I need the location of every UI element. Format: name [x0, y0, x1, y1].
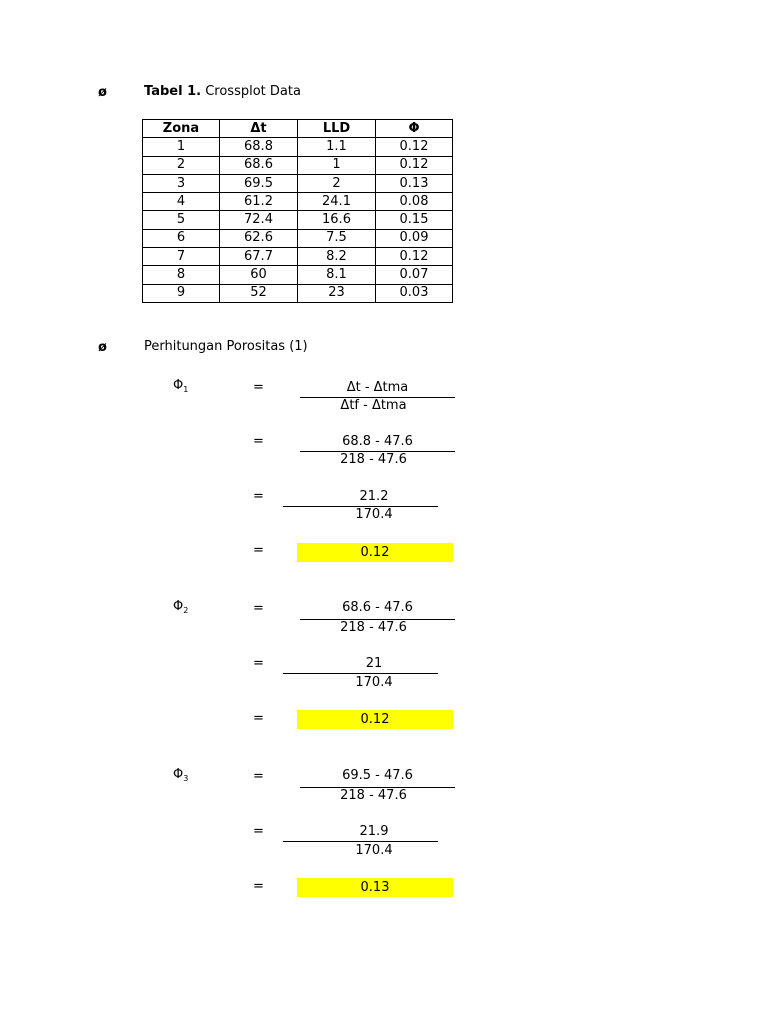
- table-cell: 1: [143, 138, 220, 156]
- table-cell: 2: [143, 156, 220, 174]
- table-cell: 69.5: [220, 174, 298, 192]
- substituted-denominator: 218 - 47.6: [340, 452, 407, 467]
- column-header-zona: Zona: [143, 120, 220, 138]
- table-cell: 62.6: [220, 229, 298, 247]
- table-cell: 6: [143, 229, 220, 247]
- equals-sign: =: [253, 824, 264, 839]
- table-cell: 52: [220, 284, 298, 302]
- reduced-numerator: 21.2: [359, 489, 389, 504]
- equals-sign: =: [253, 656, 264, 671]
- table-cell: 0.09: [376, 229, 453, 247]
- equals-sign: =: [253, 380, 264, 395]
- table-cell: 68.6: [220, 156, 298, 174]
- table-cell: 0.12: [376, 248, 453, 266]
- table-cell: 1.1: [298, 138, 376, 156]
- table-cell: 61.2: [220, 193, 298, 211]
- table-cell: 16.6: [298, 211, 376, 229]
- reduced-denominator: 170.4: [355, 843, 393, 858]
- substituted-numerator: 68.6 - 47.6: [342, 600, 413, 615]
- table-cell: 8.1: [298, 266, 376, 284]
- table-cell: 7.5: [298, 229, 376, 247]
- table-cell: 23: [298, 284, 376, 302]
- table-cell: 7: [143, 248, 220, 266]
- table-cell: 67.7: [220, 248, 298, 266]
- section-heading: Perhitungan Porositas (1): [144, 339, 308, 354]
- table-label: Tabel 1.: [144, 84, 202, 99]
- table-row: [143, 284, 453, 302]
- table-cell: 72.4: [220, 211, 298, 229]
- table-cell: 4: [143, 193, 220, 211]
- table-cell: 0.03: [376, 284, 453, 302]
- result-highlight: 0.12: [297, 710, 453, 729]
- table-row: [143, 266, 453, 284]
- phi-1-label: $\Phi_1$: [173, 378, 189, 394]
- equals-sign: =: [253, 769, 264, 784]
- table-cell: 8: [143, 266, 220, 284]
- crossplot-table: [142, 119, 453, 303]
- fraction-bar: [283, 841, 438, 842]
- substituted-denominator: 218 - 47.6: [340, 620, 407, 635]
- column-header-phi: Φ: [376, 120, 453, 138]
- table-heading: [144, 84, 301, 99]
- table-cell: 60: [220, 266, 298, 284]
- reduced-numerator: 21.9: [359, 824, 389, 839]
- table-cell: 0.12: [376, 138, 453, 156]
- phi-3-label: $\Phi_3$: [173, 767, 189, 783]
- table-cell: 2: [298, 174, 376, 192]
- table-row: [143, 229, 453, 247]
- formula-denominator: Δtf - Δtma: [340, 398, 407, 413]
- table-row: [143, 174, 453, 192]
- phi-2-label: $\Phi_2$: [173, 599, 189, 615]
- equals-sign: =: [253, 489, 264, 504]
- bullet-icon: ø: [98, 340, 107, 355]
- equals-sign: =: [253, 434, 264, 449]
- table-cell: 0.08: [376, 193, 453, 211]
- table-row: [143, 248, 453, 266]
- table-cell: 1: [298, 156, 376, 174]
- fraction-bar: [283, 673, 438, 674]
- table-row: [143, 211, 453, 229]
- table-cell: 0.07: [376, 266, 453, 284]
- column-header-delta-t: Δt: [220, 120, 298, 138]
- table-header-row: [143, 120, 453, 138]
- reduced-numerator: 21: [365, 656, 383, 671]
- table-cell: 68.8: [220, 138, 298, 156]
- substituted-numerator: 68.8 - 47.6: [342, 434, 413, 449]
- table-row: [143, 138, 453, 156]
- table-row: [143, 193, 453, 211]
- formula-numerator: Δt - Δtma: [346, 380, 409, 395]
- bullet-icon: ø: [98, 85, 107, 100]
- equals-sign: =: [253, 601, 264, 616]
- table-title: Crossplot Data: [205, 84, 301, 99]
- table-cell: 0.13: [376, 174, 453, 192]
- table-cell: 3: [143, 174, 220, 192]
- equals-sign: =: [253, 879, 264, 894]
- table-cell: 24.1: [298, 193, 376, 211]
- table-cell: 0.12: [376, 156, 453, 174]
- column-header-lld: LLD: [298, 120, 376, 138]
- equals-sign: =: [253, 711, 264, 726]
- table-cell: 9: [143, 284, 220, 302]
- table-cell: 0.15: [376, 211, 453, 229]
- substituted-numerator: 69.5 - 47.6: [342, 768, 413, 783]
- table-cell: 5: [143, 211, 220, 229]
- substituted-denominator: 218 - 47.6: [340, 788, 407, 803]
- equals-sign: =: [253, 543, 264, 558]
- table-cell: 8.2: [298, 248, 376, 266]
- reduced-denominator: 170.4: [355, 675, 393, 690]
- reduced-denominator: 170.4: [355, 507, 393, 522]
- result-highlight: 0.13: [297, 878, 453, 897]
- result-highlight: 0.12: [297, 543, 453, 562]
- table-row: [143, 156, 453, 174]
